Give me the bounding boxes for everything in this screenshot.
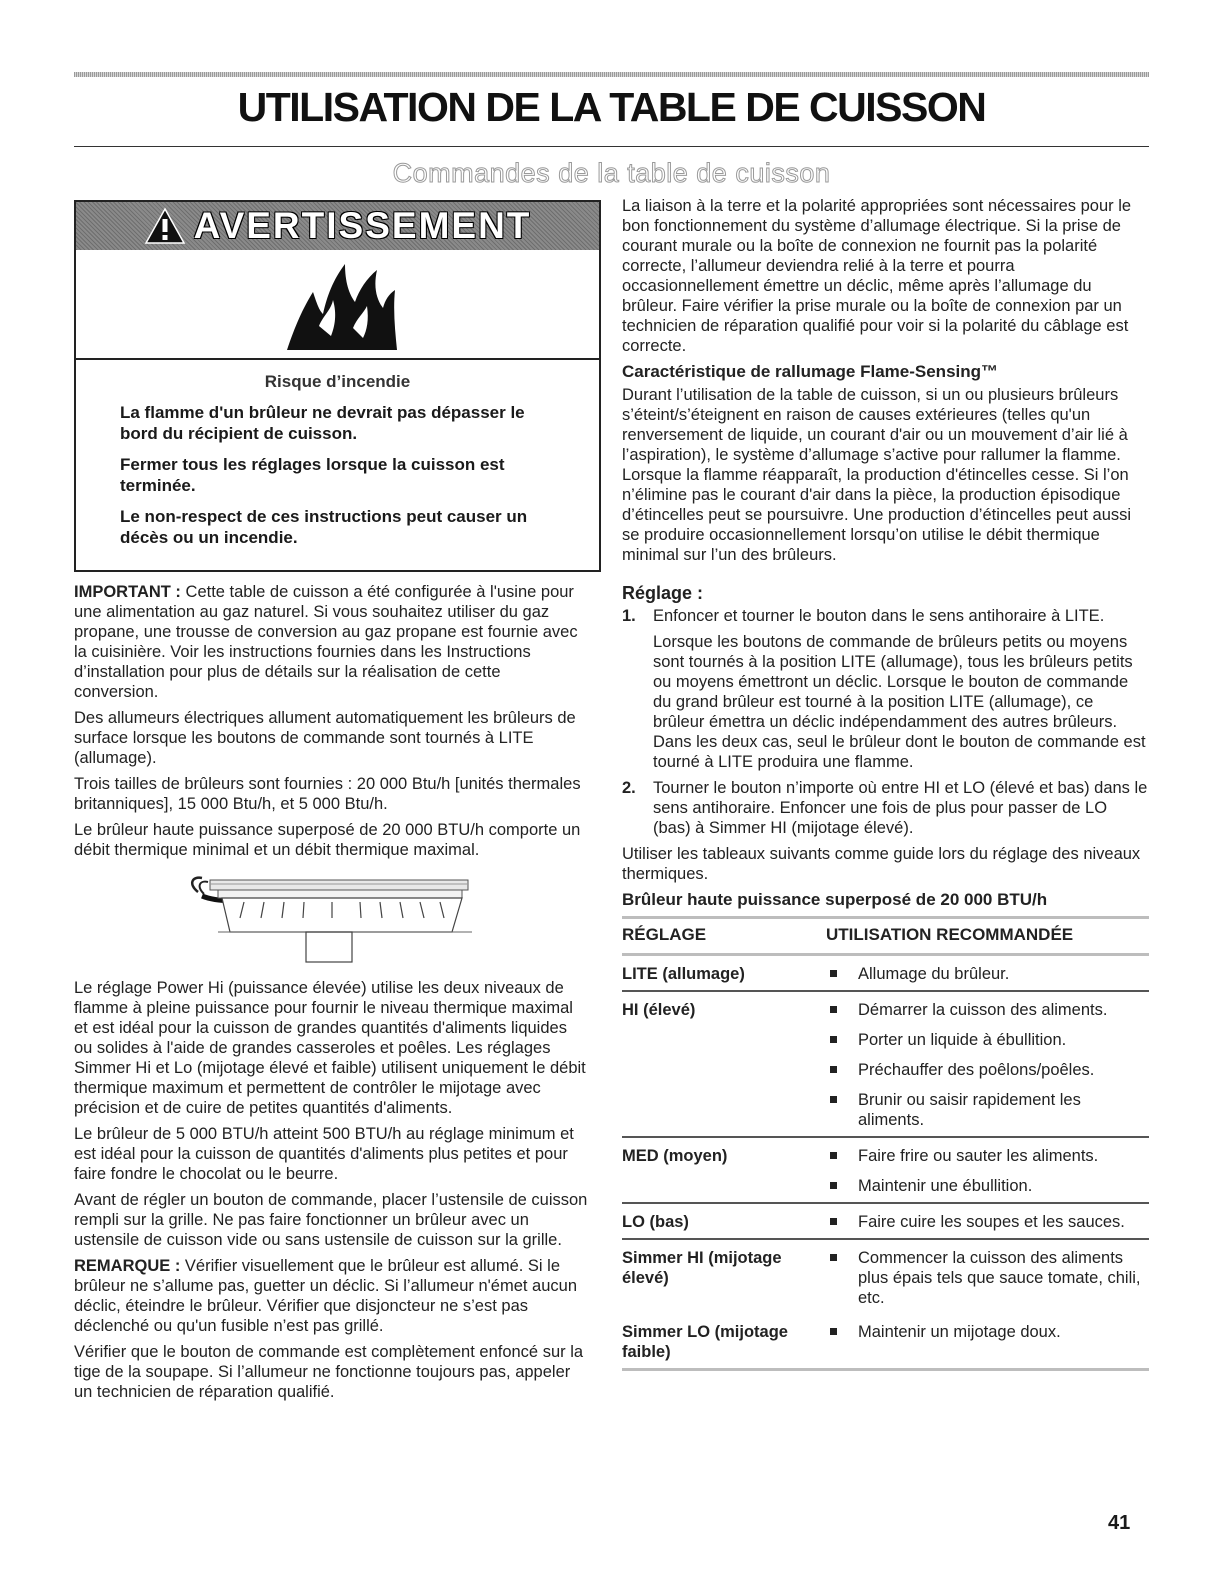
important-paragraph <box>74 582 589 702</box>
table-row <box>622 992 1149 1138</box>
remarque-label: REMARQUE : <box>74 1257 181 1275</box>
setting-cell: LO (bas) <box>622 1213 689 1231</box>
setting-cell: LITE (allumage) <box>622 965 745 983</box>
warning-box <box>74 200 601 572</box>
remarque-paragraph <box>74 1256 589 1336</box>
paragraph: La liaison à la terre et la polarité appropriées sont nécessaires pour le bon fonctionnement du système d’allumage électrique. Si la prise de courant murale ou la boîte de connexion ne fournit pas la polarité correcte, l’allumeur deviendra relié à la terre et pourra occasionnellement émettre un déclic, même après l’allumage du brûleur. Faire vérifier la prise murale ou la boîte de connexion par un technicien de réparation qualifié pour voir si la polarité du câblage est correcte. <box>622 197 1132 355</box>
table-row <box>622 1314 1149 1371</box>
warning-subtitle: Risque d’incendie <box>264 372 411 391</box>
important-text: Cette table de cuisson a été configurée à l'usine pour une alimentation au gaz naturel. Si vous souhaitez utiliser du gaz propane, une trousse de conversion au gaz propane est fournie avec la cuisinière. Voir les instructions fournies dans les Instructions d’installation pour plus de détails sur la réalisation de cette conversion. <box>74 583 578 701</box>
warning-image <box>76 250 599 360</box>
use-item: Allumage du brûleur. <box>826 964 1149 984</box>
settings-table <box>622 916 1149 1371</box>
use-item: Préchauffer des poêlons/poêles. <box>826 1060 1149 1080</box>
step-text: Enfoncer et tourner le bouton dans le sens antihoraire à LITE. <box>653 607 1105 625</box>
step-number: 2. <box>622 779 636 797</box>
warning-line: La flamme d'un brûleur ne devrait pas dépasser le bord du récipient de cuisson. <box>120 403 525 443</box>
step-item <box>622 606 1149 772</box>
paragraph: Utiliser les tableaux suivants comme guide lors du réglage des niveaux thermiques. <box>622 845 1141 883</box>
table-row <box>622 1204 1149 1240</box>
use-item: Commencer la cuisson des aliments plus épais tels que sauce tomate, chili, etc. <box>826 1248 1149 1308</box>
use-item: Maintenir une ébullition. <box>826 1176 1149 1196</box>
paragraph: Des allumeurs électriques allument automatiquement les brûleurs de surface lorsque les boutons de commande sont tournés à LITE (allumage). <box>74 709 576 767</box>
page-number: 41 <box>1108 1512 1131 1534</box>
use-item: Démarrer la cuisson des aliments. <box>826 1000 1149 1020</box>
step-text: Tourner le bouton n’importe où entre HI et LO (élevé et bas) dans le sens antihoraire. Enfoncer une fois de plus pour passer de LO (bas) à Simmer HI (mijotage élevé). <box>653 779 1148 837</box>
step-number: 1. <box>622 607 636 625</box>
use-item: Faire frire ou sauter les aliments. <box>826 1146 1149 1166</box>
table-header-utilisation: UTILISATION RECOMMANDÉE <box>826 925 1074 944</box>
uses-cell <box>826 1212 1149 1232</box>
paragraph: Trois tailles de brûleurs sont fournies : 20 000 Btu/h [unités thermales britanniques], 15 000 Btu/h, et 5 000 Btu/h. <box>74 775 581 813</box>
step-detail: Lorsque les boutons de commande de brûleurs petits ou moyens sont tournés à la position LITE (allumage), tous les brûleurs petits ou moyens émettront un déclic. Lorsque le bouton de commande du grand brûleur est tourné à la position LITE (allumage), ce brûleur émettra un déclic indépendamment des autres brûleurs. Dans les deux cas, seul le brûleur dont le bouton de commande est tourné à LITE produira une flamme. <box>653 633 1146 771</box>
fire-hazard-icon <box>273 256 403 352</box>
warning-header-text: AVERTISSEMENT <box>193 205 532 246</box>
use-item: Faire cuire les soupes et les sauces. <box>826 1212 1149 1232</box>
use-item: Porter un liquide à ébullition. <box>826 1030 1149 1050</box>
table-row <box>622 1138 1149 1204</box>
remarque-text: Vérifier visuellement que le brûleur est allumé. Si le brûleur ne s’allume pas, guetter un déclic. Si l’allumeur n'émet aucun déclic, éteindre le brûleur. Vérifier que disjoncteur ne s’est pas déclenché ou qu'un fusible n’est pas grillé. <box>74 1257 578 1335</box>
setting-cell: MED (moyen) <box>622 1147 728 1165</box>
left-column <box>74 582 589 1408</box>
setting-cell: HI (élevé) <box>622 1001 696 1019</box>
title-rule <box>74 146 1149 147</box>
warning-header <box>76 202 599 250</box>
table-header-row <box>622 916 1149 956</box>
warning-triangle-icon <box>144 207 186 245</box>
page-title: UTILISATION DE LA TABLE DE CUISSON <box>237 84 986 130</box>
steps-list <box>622 606 1149 838</box>
important-label: IMPORTANT : <box>74 583 181 601</box>
burner-diagram <box>74 866 589 966</box>
right-column <box>622 196 1149 1371</box>
step-item <box>622 778 1149 838</box>
use-item: Brunir ou saisir rapidement les aliments. <box>826 1090 1149 1130</box>
setting-cell: Simmer LO (mijotage faible) <box>622 1323 788 1361</box>
uses-cell <box>826 1248 1149 1308</box>
table-row <box>622 1240 1149 1314</box>
paragraph: Avant de régler un bouton de commande, placer l’ustensile de cuisson rempli sur la grille. Ne pas faire fonctionner un brûleur avec un ustensile de cuisson vide ou sans ustensile de cuisson sur la grille. <box>74 1191 588 1249</box>
heading-reglage: Réglage : <box>622 583 704 603</box>
section-title: Commandes de la table de cuisson <box>392 158 831 188</box>
top-rule <box>74 72 1149 77</box>
table-heading: Brûleur haute puissance superposé de 20 000 BTU/h <box>622 890 1048 909</box>
paragraph: Le brûleur haute puissance superposé de 20 000 BTU/h comporte un débit thermique minimal et un débit thermique maximal. <box>74 821 581 859</box>
uses-cell <box>826 1000 1149 1130</box>
paragraph: Le réglage Power Hi (puissance élevée) utilise les deux niveaux de flamme à pleine puissance pour fournir le niveau thermique maximal et est idéal pour la cuisson de grandes quantités d'aliments liquides ou solides à l'aide de grandes casseroles et poêles. Les réglages Simmer Hi et Lo (mijotage élevé et faible) utilisent uniquement le débit thermique maximum et permettent de contrôler le mijotage avec précision et de cuire de petites quantités d'aliments. <box>74 979 586 1117</box>
uses-cell <box>826 1322 1149 1362</box>
warning-line: Fermer tous les réglages lorsque la cuisson est terminée. <box>120 455 505 495</box>
table-header-reglage: RÉGLAGE <box>622 925 707 944</box>
uses-cell <box>826 1146 1149 1196</box>
heading-flame-sensing: Caractéristique de rallumage Flame-Sensing™ <box>622 362 999 381</box>
uses-cell <box>826 964 1149 984</box>
paragraph: Vérifier que le bouton de commande est complètement enfoncé sur la tige de la soupape. Si l’allumeur ne fonctionne toujours pas, appeler un technicien de réparation qualifié. <box>74 1343 584 1401</box>
warning-line: Le non-respect de ces instructions peut causer un décès ou un incendie. <box>120 507 528 547</box>
use-item: Maintenir un mijotage doux. <box>826 1322 1149 1342</box>
setting-cell: Simmer HI (mijotage élevé) <box>622 1249 782 1287</box>
paragraph: Durant l’utilisation de la table de cuisson, si un ou plusieurs brûleurs s’éteint/s’éteignent en raison de causes extérieures (telles qu'un renversement de liquide, un courant d'air ou un mouvement d’air lié à l’aspiration), le système d’allumage s’active pour rallumer la flamme. Lorsque la flamme réapparaît, la production d'étincelles cesse. Si l’on n’élimine pas le courant d'air dans la pièce, la production épisodique d’étincelles peut se poursuivre. Une production d’étincelles peut aussi se produire occasionnellement lorsqu’on utilise le débit thermique minimal sur l’un des brûleurs. <box>622 386 1132 564</box>
table-row <box>622 956 1149 992</box>
paragraph: Le brûleur de 5 000 BTU/h atteint 500 BTU/h au réglage minimum et est idéal pour la cuisson de quantités d'aliments plus petites et pour faire fondre le chocolat ou le beurre. <box>74 1125 574 1183</box>
